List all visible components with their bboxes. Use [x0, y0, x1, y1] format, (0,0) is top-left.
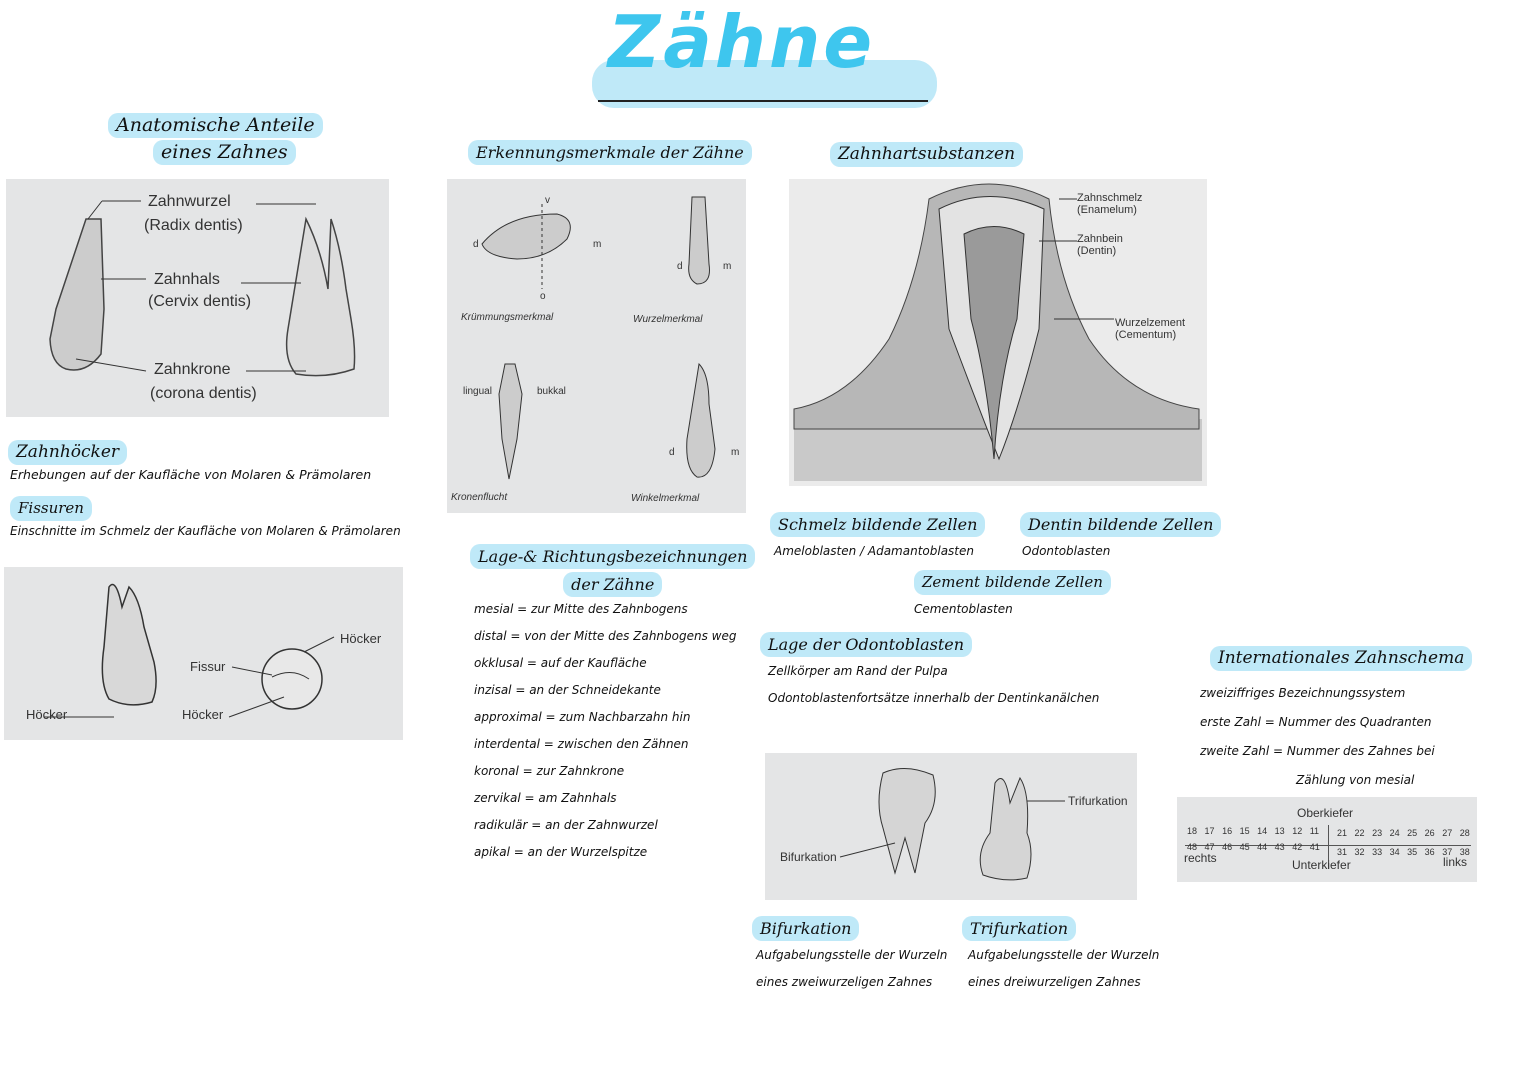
- dentin-cells-heading: Dentin bildende Zellen: [1020, 512, 1221, 537]
- fig-cusp-left: Höcker: [26, 707, 68, 722]
- bifurcation-heading: Bifurkation: [752, 916, 859, 941]
- schema-item: erste Zahl = Nummer des Quadranten: [1200, 715, 1432, 729]
- furcation-drawing: [765, 753, 1137, 900]
- enamel-cells-text: Ameloblasten / Adamantoblasten: [774, 544, 975, 558]
- position-item: distal = von der Mitte des Zahnbogens weg: [474, 629, 737, 643]
- label-v: v: [545, 195, 550, 206]
- title-underline: [598, 100, 928, 102]
- upper-right-teeth: 18 17 16 15 14 13 12 11: [1187, 826, 1320, 836]
- fig-trifurcation: Trifurkation: [1068, 794, 1128, 808]
- label-d2: d: [677, 261, 683, 272]
- label-m2: m: [723, 261, 732, 272]
- trifurcation-text: Aufgabelungsstelle der Wurzeln eines dreiwurzeligen Zahnes: [968, 948, 1160, 989]
- schema-figure: [1177, 797, 1477, 882]
- lower-right-teeth: 48 47 46 45 44 43 42 41: [1187, 842, 1320, 852]
- label-m1: m: [593, 239, 602, 250]
- odonto-text: Zellkörper am Rand der Pulpa Odontoblastenfortsätze innerhalb der Dentinkanälchen: [768, 664, 1100, 705]
- root-label: Zahnwurzel: [148, 193, 231, 210]
- crown-label: Zahnkrone: [154, 361, 231, 378]
- enamel-cells-heading: Schmelz bildende Zellen: [770, 512, 985, 537]
- neck-label: Zahnhals: [154, 271, 220, 288]
- furcation-figure: [765, 753, 1137, 900]
- label-d3: d: [669, 447, 675, 458]
- fissures-text: Einschnitte im Schmelz der Kaufläche von Molaren & Prämolaren: [10, 524, 401, 538]
- crown-flight-label: Kronenflucht: [451, 492, 508, 503]
- fig-fissure: Fissur: [190, 659, 226, 674]
- hard-tissue-heading: Zahnhartsubstanzen: [830, 142, 1023, 167]
- label-d1: d: [473, 239, 479, 250]
- positions-list: [474, 596, 736, 866]
- position-item: koronal = zur Zahnkrone: [474, 764, 625, 778]
- label-lingual: lingual: [463, 386, 492, 397]
- fig-cusp-mid: Höcker: [182, 707, 224, 722]
- root-feature-label: Wurzelmerkmal: [633, 314, 703, 325]
- odonto-heading: Lage der Odontoblasten: [760, 632, 972, 657]
- curvature-label: Krümmungsmerkmal: [461, 312, 554, 323]
- position-item: approximal = zum Nachbarzahn hin: [474, 710, 691, 724]
- fig-cusp-top: Höcker: [340, 631, 382, 646]
- label-m3: m: [731, 447, 740, 458]
- features-drawing: [447, 179, 746, 513]
- enamel-label: Zahnschmelz (Enamelum): [1077, 192, 1143, 216]
- position-item: radikulär = an der Zahnwurzel: [474, 818, 658, 832]
- page-title: Zähne: [608, 0, 876, 84]
- cusp-figure: [4, 567, 403, 740]
- angle-label: Winkelmerkmal: [631, 493, 700, 504]
- fig-bifurcation: Bifurkation: [780, 850, 837, 864]
- trifurcation-heading: Trifurkation: [962, 916, 1076, 941]
- position-item: mesial = zur Mitte des Zahnbogens: [474, 602, 688, 616]
- dentin-cells-text: Odontoblasten: [1022, 544, 1111, 558]
- cusps-heading: Zahnhöcker: [8, 440, 127, 465]
- position-item: interdental = zwischen den Zähnen: [474, 737, 689, 751]
- bifurcation-text: Aufgabelungsstelle der Wurzeln eines zweiwurzeligen Zahnes: [756, 948, 948, 989]
- cement-cells-heading: Zement bildende Zellen: [914, 570, 1111, 595]
- schema-item: zweite Zahl = Nummer des Zahnes bei: [1200, 744, 1435, 758]
- position-item: apikal = an der Wurzelspitze: [474, 845, 648, 859]
- anatomy-heading: Anatomische Anteile eines Zahnes: [108, 113, 323, 165]
- positions-heading: Lage-& Richtungsbezeichnungen der Zähne: [470, 544, 755, 597]
- position-item: inzisal = an der Schneidekante: [474, 683, 661, 697]
- label-o: o: [540, 291, 546, 302]
- cusps-text: Erhebungen auf der Kaufläche von Molaren & Prämolaren: [10, 467, 372, 482]
- lower-jaw-label: Unterkiefer: [1292, 858, 1351, 872]
- schema-list: [1200, 679, 1435, 795]
- cement-cells-text: Cementoblasten: [914, 602, 1013, 616]
- fissures-heading: Fissuren: [10, 496, 92, 521]
- root-latin: (Radix dentis): [144, 217, 243, 234]
- anatomy-figure: [6, 179, 389, 417]
- features-heading: Erkennungsmerkmale der Zähne: [468, 140, 752, 165]
- left-label: links: [1443, 855, 1468, 869]
- upper-left-teeth: 21 22 23 24 25 26 27 28: [1337, 828, 1470, 838]
- schema-item: zweiziffriges Bezeichnungssystem: [1200, 686, 1406, 700]
- position-item: okklusal = auf der Kaufläche: [474, 656, 647, 670]
- right-label: rechts: [1184, 851, 1217, 865]
- upper-jaw-label: Oberkiefer: [1297, 806, 1354, 820]
- dentin-label: Zahnbein (Dentin): [1077, 233, 1123, 257]
- hard-tissue-figure: [789, 179, 1207, 486]
- neck-latin: (Cervix dentis): [148, 293, 252, 310]
- schema-heading: Internationales Zahnschema: [1210, 646, 1472, 671]
- features-figure: [447, 179, 746, 513]
- cement-label: Wurzelzement (Cementum): [1115, 317, 1186, 341]
- schema-item: Zählung von mesial: [1296, 773, 1415, 787]
- position-item: zervikal = am Zahnhals: [474, 791, 617, 805]
- label-buccal: bukkal: [537, 386, 566, 397]
- crown-latin: (corona dentis): [150, 385, 257, 402]
- lower-left-teeth: 31 32 33 34 35 36 37 38: [1337, 847, 1470, 857]
